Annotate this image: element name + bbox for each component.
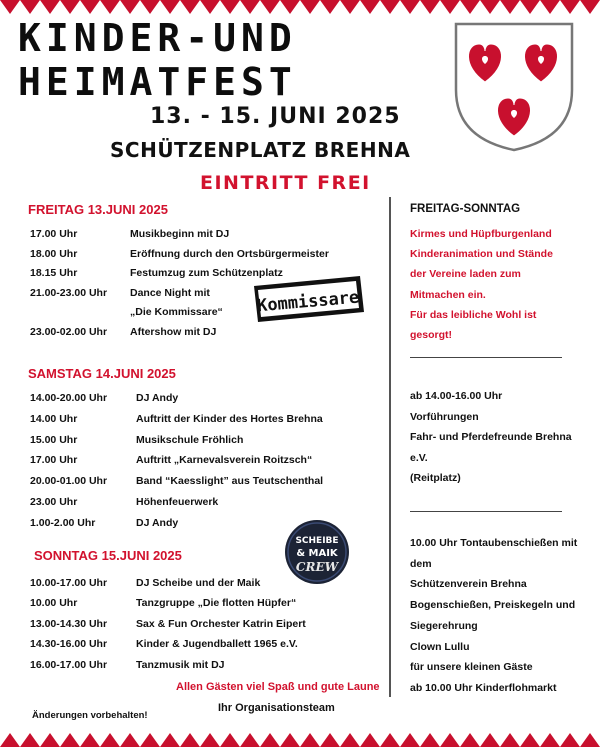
bunting-flag (340, 733, 360, 747)
logo-line-2: & MAIK (296, 548, 338, 559)
bunting-flag (540, 0, 560, 14)
right-block2-line: e.V. (410, 451, 428, 464)
bunting-flag (80, 0, 100, 14)
right-heading: FREITAG-SONNTAG (410, 203, 521, 215)
bunting-flag (60, 733, 80, 747)
schedule-description: Tanzgruppe „Die flotten Hüpfer“ (136, 597, 297, 610)
bunting-flag (480, 733, 500, 747)
bunting-flag (100, 733, 120, 747)
bunting-flag (540, 733, 560, 747)
bunting-flag (120, 0, 140, 14)
kommissare-logo (248, 274, 366, 324)
schedule-time: 23.00 Uhr (30, 496, 78, 508)
bunting-flag (440, 733, 460, 747)
bunting-flag (20, 733, 40, 747)
bunting-flag (140, 733, 160, 747)
right-block1-line: Kinderanimation und Stände (410, 248, 553, 261)
right-block3-line: 10.00 Uhr Tontaubenschießen mit (410, 537, 578, 549)
right-block1-line: der Vereine laden zum (410, 268, 521, 281)
right-block3-line: für unsere kleinen Gäste (410, 661, 533, 674)
bunting-flag (320, 0, 340, 14)
schedule-description: Höhenfeuerwerk (136, 496, 219, 508)
bunting-flag (320, 733, 340, 747)
bunting-flag (220, 733, 240, 747)
bunting-flag (240, 0, 260, 14)
schedule-description: Eröffnung durch den Ortsbürgermeister (130, 247, 329, 260)
right-block3-line: Siegerehrung (410, 619, 478, 632)
bunting-flag (120, 733, 140, 747)
bunting-flag (280, 0, 300, 14)
schedule-description: Sax & Fun Orchester Katrin Eipert (136, 617, 306, 630)
changes-note: Änderungen vorbehalten! (32, 710, 148, 721)
right-block1-line: Mitmachen ein. (410, 288, 486, 301)
schedule-description: Musikschule Fröhlich (136, 433, 244, 446)
bunting-flag (520, 733, 540, 747)
schedule-description: Aftershow mit DJ (130, 326, 217, 338)
bunting-top (0, 0, 600, 14)
bunting-flag (60, 0, 80, 14)
bunting-flag (260, 0, 280, 14)
bunting-flag (200, 733, 220, 747)
schedule-time: 23.00-02.00 Uhr (30, 326, 108, 338)
logo-line-1: SCHEIBE (295, 536, 339, 546)
right-separator-1 (410, 357, 562, 358)
schedule-description: Auftritt der Kinder des Hortes Brehna (136, 412, 323, 425)
bunting-flag (400, 0, 420, 14)
bunting-flag (40, 0, 60, 14)
right-block2-line: Vorführungen (410, 410, 479, 423)
saturday-heading: SAMSTAG 14.JUNI 2025 (28, 366, 176, 381)
bunting-flag (180, 733, 200, 747)
schedule-time: 10.00 Uhr (30, 597, 78, 610)
bunting-flag (300, 0, 320, 14)
right-block2-line: (Reitplatz) (410, 472, 461, 485)
schedule-time: 17.00 Uhr (30, 454, 78, 467)
right-block2-line: Fahr- und Pferdefreunde Brehna (410, 431, 572, 444)
bunting-flag (300, 733, 320, 747)
bunting-flag (360, 733, 380, 747)
schedule-description: Musikbeginn mit DJ (130, 228, 230, 240)
bunting-flag (460, 733, 480, 747)
bunting-flag (160, 0, 180, 14)
bunting-flag (140, 0, 160, 14)
title-line-2: HEIMATFEST (18, 60, 297, 104)
bunting-flag (20, 0, 40, 14)
column-divider (389, 197, 391, 697)
event-location: SCHÜTZENPLATZ BREHNA (110, 138, 411, 162)
bunting-flag (580, 0, 600, 14)
schedule-time: 1.00-2.00 Uhr (30, 516, 96, 529)
schedule-time: 21.00-23.00 Uhr (30, 286, 108, 299)
schedule-time: 18.15 Uhr (30, 267, 78, 280)
bunting-flag (420, 0, 440, 14)
bunting-flag (380, 0, 400, 14)
schedule-time: 17.00 Uhr (30, 228, 78, 240)
schedule-description: Band “Kaesslight” aus Teutschenthal (136, 475, 324, 488)
sunday-heading: SONNTAG 15.JUNI 2025 (34, 548, 182, 563)
schedule-time: 15.00 Uhr (30, 433, 78, 446)
right-block1-line: Für das leibliche Wohl ist (410, 308, 537, 321)
bunting-flag (460, 0, 480, 14)
schedule-description: Festumzug zum Schützenplatz (130, 267, 283, 280)
bunting-flag (480, 0, 500, 14)
schedule-description: DJ Andy (136, 516, 179, 529)
bunting-flag (340, 0, 360, 14)
bunting-flag (220, 0, 240, 14)
schedule-time: 18.00 Uhr (30, 247, 78, 260)
right-block3-line: dem (410, 557, 432, 570)
bunting-flag (560, 0, 580, 14)
bunting-flag (380, 733, 400, 747)
bunting-flag (500, 733, 520, 747)
bunting-flag (420, 733, 440, 747)
bunting-flag (360, 0, 380, 14)
schedule-description: Auftritt „Karnevalsverein Roitzsch“ (136, 454, 313, 467)
kommissare-logo-text: Kommissare (256, 287, 361, 317)
bunting-flag (0, 733, 20, 747)
bunting-flag (240, 733, 260, 747)
right-block3-line: Clown Lullu (410, 640, 470, 653)
entry-free: EINTRITT FREI (200, 172, 371, 194)
schedule-time: 16.00-17.00 Uhr (30, 658, 108, 671)
bunting-flag (200, 0, 220, 14)
organisation-team: Ihr Organisationsteam (218, 702, 335, 714)
schedule-time: 13.00-14.30 Uhr (30, 617, 108, 630)
bunting-flag (100, 0, 120, 14)
bunting-flag (520, 0, 540, 14)
title-line-1: KINDER-UND (18, 16, 297, 60)
bunting-bottom (0, 733, 600, 747)
bunting-flag (40, 733, 60, 747)
schedule-time: 14.00-20.00 Uhr (30, 392, 108, 404)
bunting-flag (580, 733, 600, 747)
greeting: Allen Gästen viel Spaß und gute Laune (176, 681, 380, 693)
bunting-flag (440, 0, 460, 14)
schedule-time: 14.00 Uhr (30, 412, 78, 425)
friday-heading: FREITAG 13.JUNI 2025 (28, 202, 168, 217)
logo-line-3: CREW (295, 560, 339, 574)
right-block1-line: Kirmes und Hüpfburgenland (410, 228, 552, 240)
bunting-flag (0, 0, 20, 14)
bunting-flag (280, 733, 300, 747)
scheibe-maik-crew-logo (284, 519, 350, 585)
schedule-description: Kinder & Jugendballett 1965 e.V. (136, 638, 298, 651)
schedule-time: 20.00-01.00 Uhr (30, 475, 108, 488)
schedule-description: Dance Night mit (130, 286, 210, 299)
bunting-flag (180, 0, 200, 14)
bunting-flag (500, 0, 520, 14)
schedule-description: DJ Scheibe und der Maik (136, 577, 261, 589)
bunting-flag (80, 733, 100, 747)
right-block2-line: ab 14.00-16.00 Uhr (410, 390, 503, 402)
schedule-time: 10.00-17.00 Uhr (30, 577, 108, 589)
bunting-flag (260, 733, 280, 747)
right-block3-line: Bogenschießen, Preiskegeln und (410, 599, 576, 612)
bunting-flag (560, 733, 580, 747)
bunting-flag (160, 733, 180, 747)
coat-of-arms-icon (452, 20, 576, 154)
schedule-description: Tanzmusik mit DJ (136, 658, 225, 671)
bunting-flag (400, 733, 420, 747)
right-block1-line: gesorgt! (410, 329, 452, 341)
right-separator-2 (410, 511, 562, 512)
event-dates: 13. - 15. JUNI 2025 (150, 104, 401, 129)
schedule-description: „Die Kommissare“ (130, 306, 223, 319)
right-block3-line: Schützenverein Brehna (410, 578, 527, 591)
schedule-description: DJ Andy (136, 392, 179, 404)
schedule-time: 14.30-16.00 Uhr (30, 638, 108, 651)
right-block3-line: ab 10.00 Uhr Kinderflohmarkt (410, 681, 557, 694)
